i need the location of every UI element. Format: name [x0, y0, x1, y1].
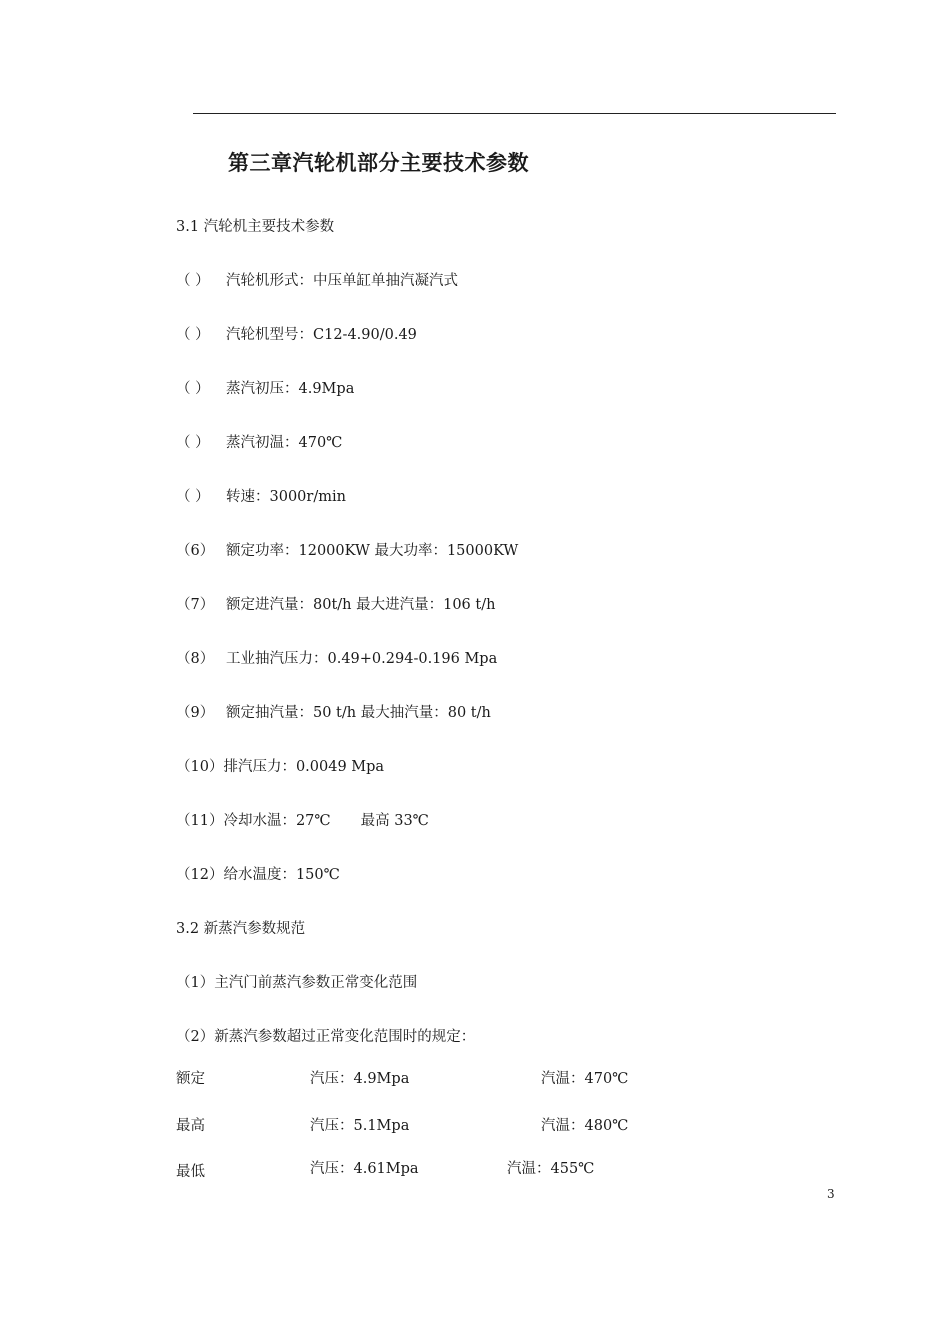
- item-number: （7）: [176, 597, 215, 613]
- list-item: [176, 270, 458, 292]
- item-number: （ ）: [176, 273, 210, 289]
- section-2-heading: 3.2 新蒸汽参数规范: [176, 921, 306, 937]
- item-text: 给水温度：150℃: [223, 867, 340, 883]
- list-item: [176, 324, 417, 346]
- list-item: [176, 486, 346, 508]
- item-number: （11）: [176, 813, 224, 829]
- pressure-cell: 汽压：4.61Mpa: [310, 1161, 419, 1177]
- page-number: 3: [827, 1187, 835, 1201]
- row-label: 最高: [176, 1118, 205, 1134]
- item-number: （8）: [176, 651, 215, 667]
- section-1-heading: 3.1 汽轮机主要技术参数: [176, 219, 335, 235]
- item-text: 汽轮机型号：C12-4.90/0.49: [226, 327, 417, 343]
- item-number: （ ）: [176, 435, 210, 451]
- list-item: [176, 648, 497, 670]
- list-item: [176, 810, 429, 832]
- item-number: （ ）: [176, 381, 210, 397]
- list-item: [176, 432, 342, 454]
- item-text: 蒸汽初压：4.9Mpa: [226, 381, 355, 397]
- pressure-cell: 汽压：4.9Mpa: [310, 1071, 410, 1087]
- temperature-cell: 汽温：480℃: [541, 1118, 629, 1134]
- item-text: 额定功率：12000KW 最大功率：15000KW: [226, 543, 519, 559]
- temperature-cell: 汽温：470℃: [541, 1071, 629, 1087]
- item-number: （ ）: [176, 327, 210, 343]
- item-text: 额定抽汽量：50 t/h 最大抽汽量：80 t/h: [226, 705, 491, 721]
- list-item: [176, 756, 384, 778]
- item-text: 蒸汽初温：470℃: [226, 435, 343, 451]
- header-rule: [193, 113, 836, 114]
- list-item: （1）主汽门前蒸汽参数正常变化范围: [176, 975, 418, 991]
- item-number: （12）: [176, 867, 224, 883]
- chapter-title: 第三章汽轮机部分主要技术参数: [228, 151, 529, 175]
- list-item: [176, 540, 518, 562]
- item-text: 转速：3000r/min: [226, 489, 346, 505]
- item-text: 排汽压力：0.0049 Mpa: [223, 759, 385, 775]
- item-text: 冷却水温：27℃: [223, 813, 331, 829]
- list-item: [176, 594, 495, 616]
- item-text: 工业抽汽压力：0.49+0.294-0.196 Mpa: [226, 651, 498, 667]
- item-number: （9）: [176, 705, 215, 721]
- pressure-cell: 汽压：5.1Mpa: [310, 1118, 410, 1134]
- item-text: 额定进汽量：80t/h 最大进汽量：106 t/h: [226, 597, 496, 613]
- item-number: （10）: [176, 759, 224, 775]
- row-label: 额定: [176, 1071, 205, 1087]
- list-item: [176, 378, 354, 400]
- list-item: （2）新蒸汽参数超过正常变化范围时的规定：: [176, 1029, 476, 1045]
- temperature-cell: 汽温：455℃: [507, 1161, 595, 1177]
- item-extra: 最高 33℃: [360, 813, 429, 829]
- item-number: （ ）: [176, 489, 210, 505]
- item-number: （6）: [176, 543, 215, 559]
- list-item: [176, 702, 491, 724]
- row-label: 最低: [176, 1164, 205, 1180]
- list-item: [176, 864, 340, 886]
- item-text: 汽轮机形式：中压单缸单抽汽凝汽式: [226, 273, 458, 289]
